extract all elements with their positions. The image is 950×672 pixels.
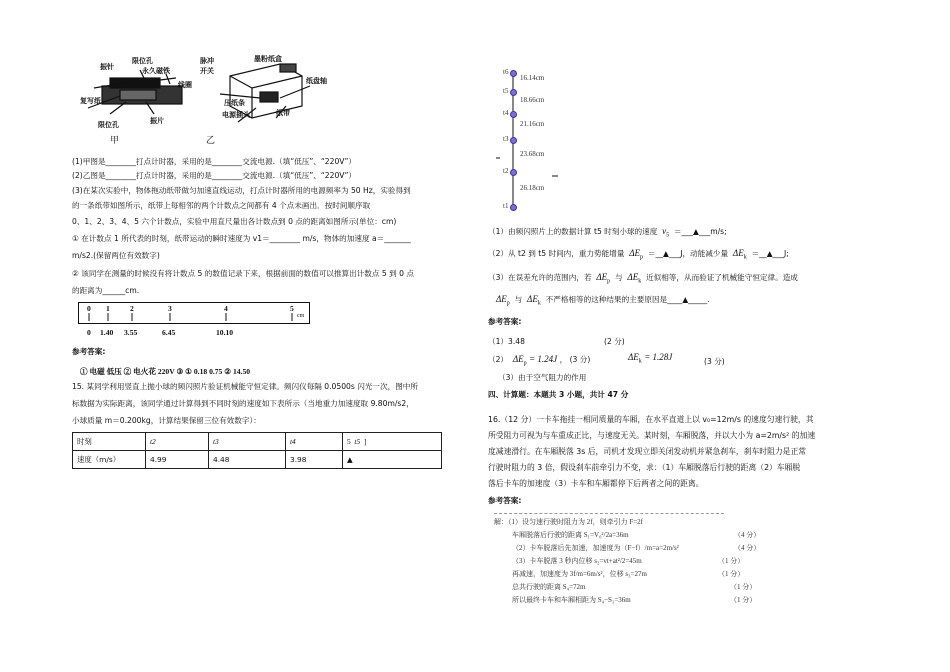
table-cell: 速度（m/s） [73, 451, 146, 469]
q16-line-1: 16.（12 分）一卡车拖挂一相同质量的车厢，在水平直道上以 v₀=12m/s 的速度匀速行驶，其 [488, 415, 814, 424]
label-t5: t5 [503, 87, 509, 95]
tape-value-0: 0 [87, 328, 91, 337]
tape-value-3: 6.45 [162, 328, 176, 337]
ball-t3 [510, 137, 517, 144]
q14-answer: ① 电磁 低压 ② 电火花 220V ③ ① 0.18 0.75 ② 14.50 [80, 367, 251, 376]
table-cell: t3 [209, 433, 286, 451]
q15-line-2: 标数据为实际距离，该同学通过计算得到不同时刻的速度如下表所示（当地重力加速度取 9.80m/s2， [72, 399, 414, 408]
label-power-plug: 电源插头 [222, 111, 250, 119]
q14-line-3: (3)在某次实验中，物体拖动纸带做匀加速直线运动，打点计时器所用的电源频率为 50 Hz，实验得到 [72, 186, 411, 195]
strobe-photo-figure [496, 62, 576, 218]
q15-line-3: 小球质量 m＝0.200kg，计算结果保留三位有效数字）： [72, 416, 261, 425]
distance-2: 18.66cm [520, 96, 545, 104]
label-pulse: 脉冲 [200, 57, 214, 65]
q14-line-9: 的距离为______cm. [72, 286, 140, 295]
tape-value-1: 1.40 [100, 328, 114, 337]
tape-point-1: 1 [106, 304, 110, 313]
q15-sub1: （1）由频闪照片上的数据计算 t5 时刻小球的速度 $v_5$ ＝___▲___m/s; [488, 226, 727, 239]
solution-line: 所以最终卡车和车厢相距为 S₄−S₁=36m [512, 596, 631, 604]
solution-score: （1 分） [718, 557, 745, 565]
solution-score: （4 分） [734, 544, 761, 552]
q15-answer-2-score: (3 分) [704, 357, 725, 366]
q14-line-5: 0、1、2、3、4、5 六个计数点，实验中用直尺量出各计数点到 0 点的距离如图所示(单位：cm) [72, 217, 397, 226]
label-paper-tape: 纸带 [276, 109, 290, 117]
q15-answer-1: （1）3.48 [488, 337, 525, 346]
tape-ticks [78, 302, 310, 324]
q14-line-2: (2)乙图是________打点计时器，采用的是________交流电源.（填“低压”、“220V”） [72, 171, 356, 180]
solution-score: （1 分） [730, 583, 757, 591]
label-t3: t3 [503, 135, 509, 143]
label-paper-reel: 纸盘轴 [306, 77, 327, 85]
table-cell: t2 [146, 433, 209, 451]
tape-point-5: 5 [290, 304, 294, 313]
velocity-table [72, 432, 442, 469]
table-cell: ▲ [343, 451, 442, 469]
q15-sub2: （2）从 t2 到 t5 时间内，重力势能增量 $\Delta E_p$ ＝__▲___J，动能减少量 $\Delta E_k$ ＝__▲___J; [488, 248, 789, 261]
q16-line-2: 所受阻力可视为与车重成正比，与速度无关。某时刻，车厢脱落，并以大小为 a=2m/s² 的加速 [488, 431, 816, 440]
table-cell: t4 [286, 433, 343, 451]
q14-line-1: (1)甲图是________打点计时器，采用的是________交流电源.（填“低压”、“220V”） [72, 157, 356, 166]
label-pressure-strip: 压纸条 [224, 99, 245, 107]
table-cell: 时刻 [73, 433, 146, 451]
solution-line: （2）卡车脱落后先加速，加速度为（F−f）/m=a=2m/s² [512, 544, 679, 552]
q16-line-5: 落后卡车的加速度（3）卡车和车厢都停下后两者之间的距离。 [488, 479, 704, 488]
solution-scan [494, 513, 764, 605]
distance-4: 23.68cm [520, 150, 545, 158]
tape-point-4: 4 [224, 304, 228, 313]
q15-answer-1-score: (2 分) [604, 337, 625, 346]
label-limit-hole-bottom: 限位孔 [98, 121, 119, 129]
q15-line-1: 15. 某同学利用竖直上抛小球的频闪照片验证机械能守恒定律。频闪仪每隔 0.0500s 闪光一次，图中所 [72, 382, 418, 391]
label-limit-hole-top: 限位孔 [132, 57, 153, 65]
section-4-heading: 四、计算题：本题共 3 小题，共计 47 分 [488, 390, 629, 399]
solution-score: （1 分） [730, 596, 757, 604]
ball-t2 [510, 169, 517, 176]
q14-line-4: 的一条纸带如图所示，纸带上每相邻的两个计数点之间都有 4 个点未画出．按时间顺序取 [72, 201, 371, 210]
ball-t6 [510, 70, 517, 77]
q15-ref-title: 参考答案: [488, 317, 522, 326]
q14-line-7: m/s2.(保留两位有效数字) [72, 251, 160, 260]
label-vibrating-plate: 振片 [150, 117, 164, 125]
label-t4: t4 [503, 109, 509, 117]
tape-point-0: 0 [87, 304, 91, 313]
ball-t1 [510, 204, 517, 211]
distance-3: 21.16cm [520, 120, 545, 128]
paper-tape-figure [78, 302, 310, 342]
label-permanent-magnet: 永久磁铁 [142, 67, 170, 75]
distance-5: 26.18cm [520, 184, 545, 192]
ball-t5 [510, 89, 517, 96]
q16-line-3: 度减速滑行。在车厢脱落 3s 后，司机才发现立即关闭发动机并紧急刹车，刹车时阻力是正常 [488, 447, 807, 456]
table-cell: 3.98 [286, 451, 343, 469]
timer-figures [80, 56, 340, 146]
ball-t4 [510, 111, 517, 118]
label-vibration-needle: 振针 [100, 63, 114, 71]
label-coil: 线圈 [178, 81, 192, 89]
q15-sub3: （3）在误差允许的范围内，若 $\Delta E_p$ 与 $\Delta E_k$ 近似相等，从而验证了机械能守恒定律。造成 [488, 272, 798, 285]
q15-answer-3: （3）由于空气阻力的作用 [498, 373, 587, 382]
caption-yi: 乙 [206, 136, 216, 146]
label-switch: 开关 [200, 67, 214, 75]
tape-point-2: 2 [130, 304, 134, 313]
q16-ref-title: 参考答案: [488, 496, 522, 505]
tape-unit: cm [297, 313, 305, 319]
solution-line: 再减速，加速度为 3f/m=6m/s²，位移 s₃=27m [512, 570, 647, 578]
solution-score: （1 分） [718, 570, 745, 578]
q15-answer-2b: $\Delta E_k = 1.28J$ [628, 352, 673, 365]
caption-jia: 甲 [110, 136, 120, 146]
q15-sub3-cont: $\Delta E_p$ 与 $\Delta E_k$ 不严格相等的这种结果的主要原因是____▲_____. [496, 294, 710, 307]
solution-line: 解：（1）设匀速行驶时阻力为 2f，则牵引力 F=2f [494, 518, 644, 526]
tape-point-3: 3 [168, 304, 172, 313]
table-cell: 5 t5 ] [343, 433, 442, 451]
solution-score: （4 分） [734, 531, 761, 539]
solution-line: 总共行驶的距离 S₄=72m [512, 583, 586, 591]
label-t2: t2 [503, 167, 509, 175]
q14-line-8: ② 该同学在测量的时候没有将计数点 5 的数值记录下来，根据前面的数值可以推算出计数点 5 到 0 点 [72, 269, 414, 278]
label-t1: t1 [503, 202, 509, 210]
table-row-time [73, 433, 442, 451]
table-cell: 4.99 [146, 451, 209, 469]
label-toner-box: 墨粉纸盒 [254, 55, 282, 63]
label-carbon-paper: 复写纸 [80, 97, 101, 105]
q14-line-6: ① 在计数点 1 所代表的时刻，纸带运动的瞬时速度为 v1＝________ m/s，物体的加速度 a＝_______ [72, 234, 411, 243]
q15-answer-2: （2） $\Delta E_p = 1.24J$ ， (3 分) [488, 354, 591, 367]
solution-line: 车厢脱落后行驶的距离 S₁=V₀²/2a=36m [512, 531, 629, 539]
label-t6: t6 [503, 68, 509, 76]
q14-ref-title: 参考答案: [72, 347, 106, 356]
table-cell: 4.48 [209, 451, 286, 469]
tape-value-4: 10.10 [216, 328, 234, 337]
solution-line: （3）卡车脱落 3 秒内位移 s₂=vt+at²/2=45m [512, 557, 642, 565]
distance-1: 16.14cm [520, 74, 545, 82]
q16-line-4: 行驶时阻力的 3 倍，假设刹车前牵引力不变，求：（1）车厢脱落后行驶的距离（2）车厢脱 [488, 463, 801, 472]
tape-value-2: 3.55 [124, 328, 138, 337]
table-row-velocity [73, 451, 442, 469]
